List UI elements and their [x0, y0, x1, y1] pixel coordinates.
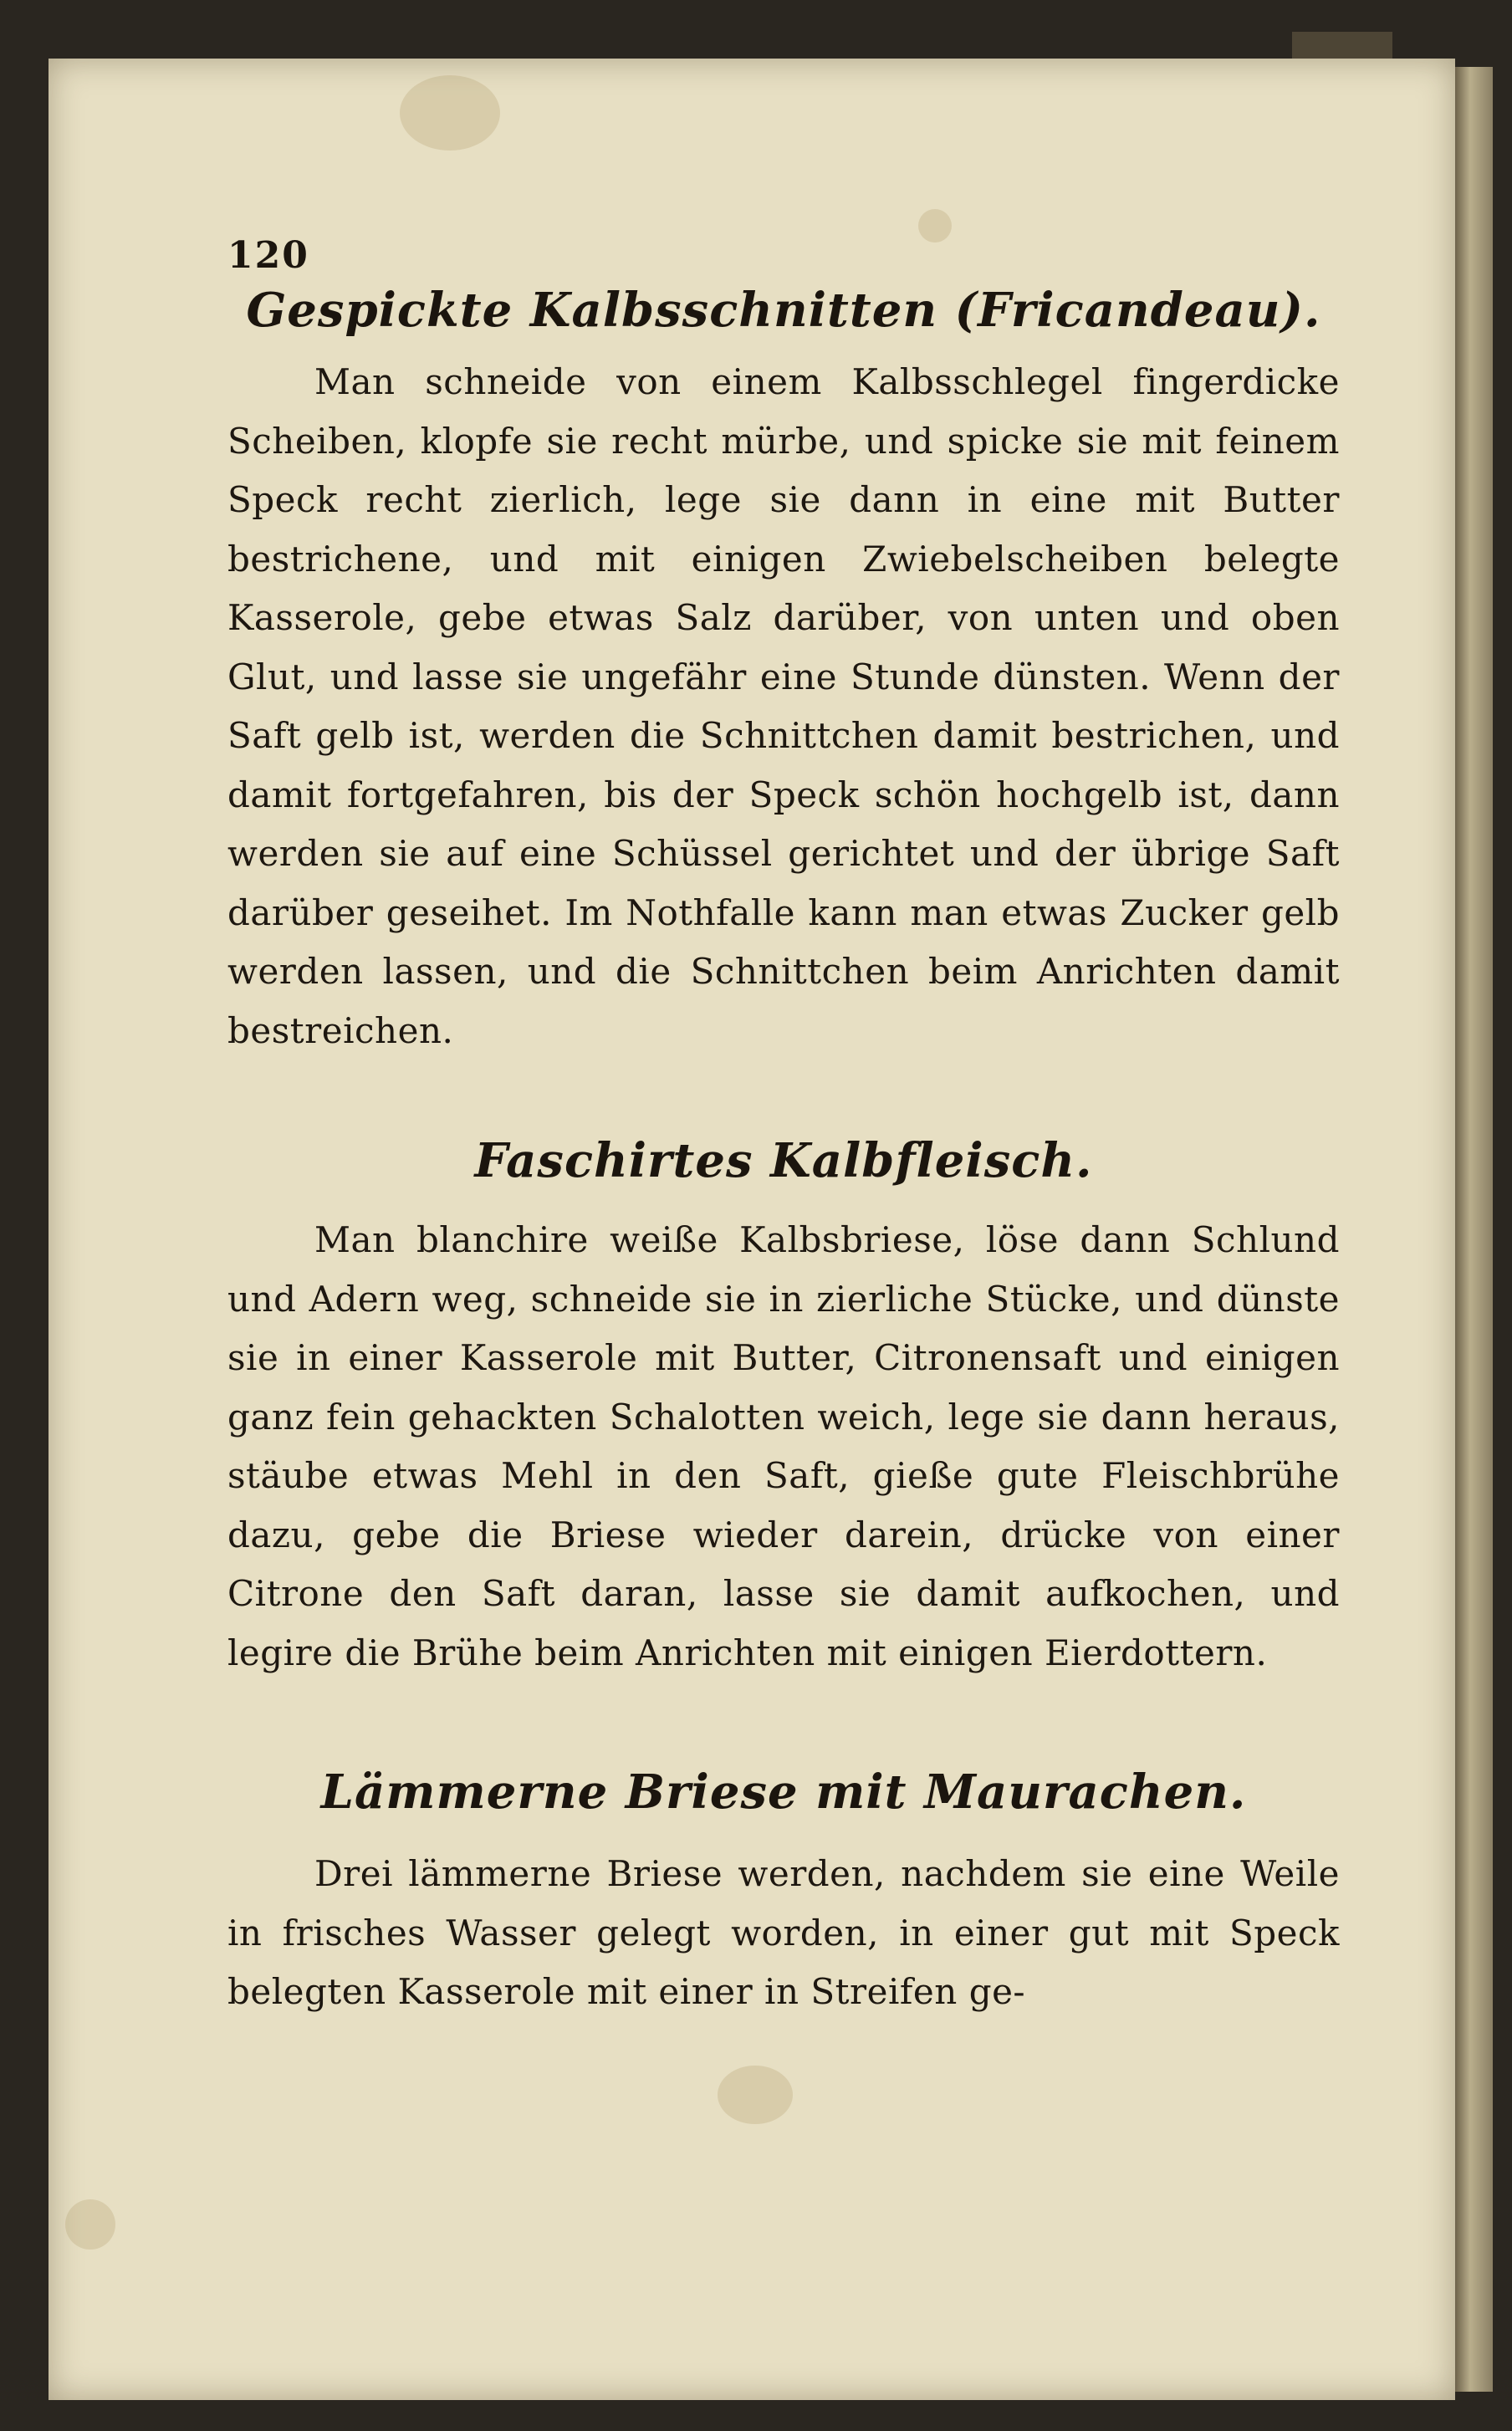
- page-number: 120: [227, 234, 309, 277]
- paper-stain: [918, 209, 952, 243]
- next-page-edge: [1455, 67, 1493, 2392]
- section-paragraph: Man blanchire weiße Kalbsbriese, löse dann Schlund und Adern weg, schneide sie in zierliche Stücke, und dünste sie in einer Kasserole mit Butter, Citronensaft und einigen ganz fein gehackten Schalotten weich, lege sie dann heraus, stäube etwas Mehl in den Saft, gieße gute Fleischbrühe dazu, gebe die Briese wieder darein, drücke von einer Citrone den Saft daran, lasse sie damit aufkochen, und legire die Brühe beim Anrichten mit einigen Eierdottern.: [227, 1219, 1340, 1673]
- paper-stain: [65, 2199, 115, 2250]
- section-heading: Faschirtes Kalbfleisch.: [474, 1133, 1093, 1188]
- paper-stain: [718, 2066, 793, 2124]
- page-tab-mark: [1292, 32, 1392, 60]
- section-paragraph: Man schneide von einem Kalbsschlegel fingerdicke Scheiben, klopfe sie recht mürbe, und spicke sie mit feinem Speck recht zierlich, lege sie dann in eine mit Butter bestrichene, und mit einigen Zwiebelscheiben belegte Kasserole, gebe etwas Salz darüber, von unten und oben Glut, und lasse sie ungefähr eine Stunde dünsten. Wenn der Saft gelb ist, werden die Schnittchen damit bestrichen, und damit fortgefahren, bis der Speck schön hochgelb ist, dann werden sie auf eine Schüssel gerichtet und der übrige Saft darüber geseihet. Im Nothfalle kann man etwas Zucker gelb werden lassen, und die Schnittchen beim Anrichten damit bestreichen.: [227, 361, 1340, 1051]
- section-paragraph: Drei lämmerne Briese werden, nachdem sie eine Weile in frisches Wasser gelegt worden, in einer gut mit Speck belegten Kasserole mit einer in Streifen ge-: [227, 1853, 1340, 2012]
- paper-stain: [400, 75, 500, 151]
- section-heading: Lämmerne Briese mit Maurachen.: [320, 1765, 1247, 1820]
- section-heading: Gespickte Kalbsschnitten (Fricandeau).: [246, 283, 1321, 338]
